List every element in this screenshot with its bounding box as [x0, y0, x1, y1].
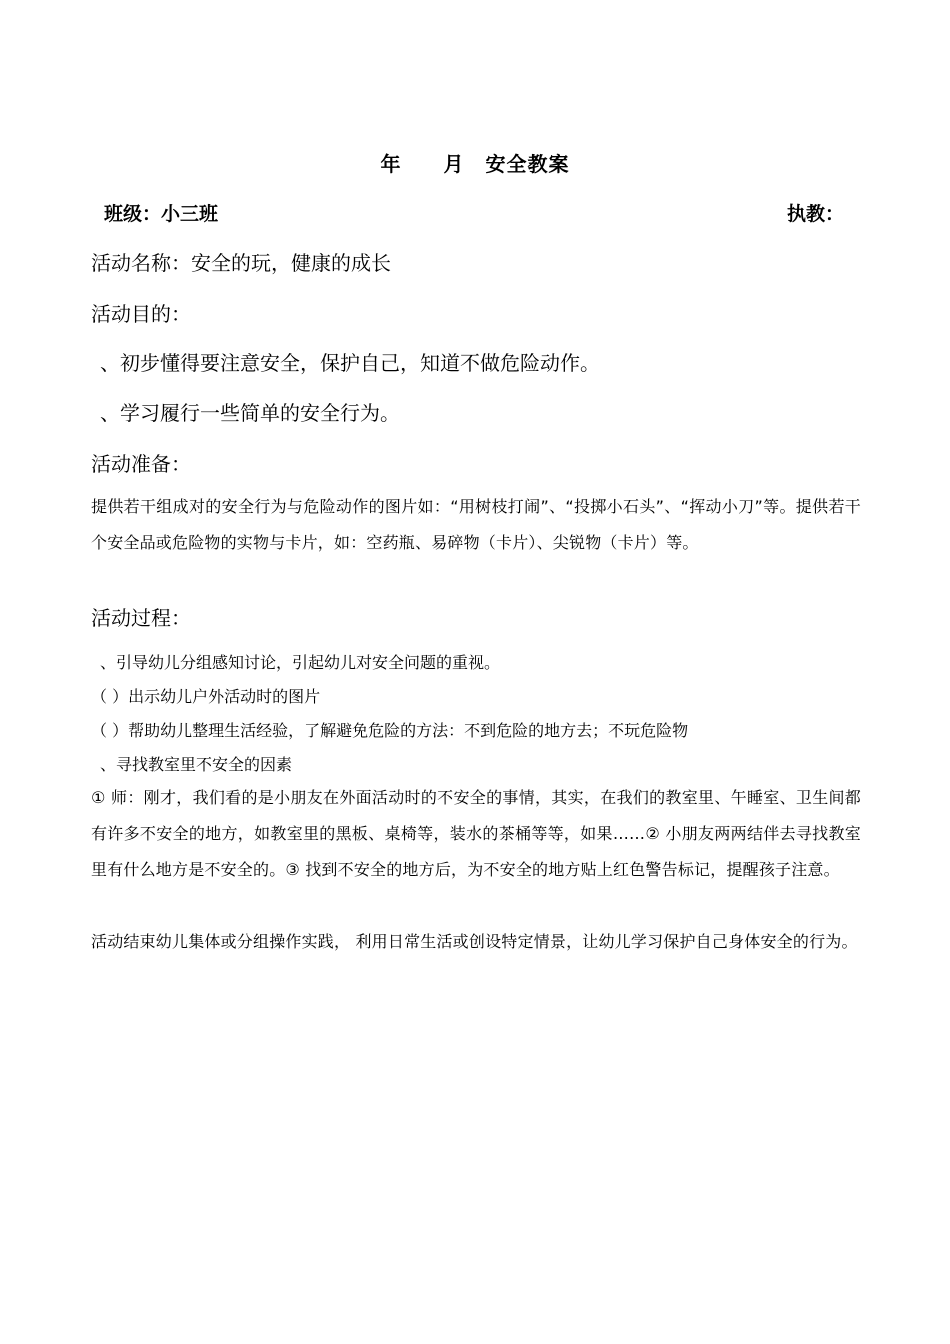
- goals-heading: 活动目的：: [91, 302, 191, 326]
- teacher-label: 执教：: [786, 203, 844, 225]
- closing-paragraph: 活动结束幼儿集体或分组操作实践， 利用日常生活或创设特定情景，让幼儿学习保护自己身体安全的行为。: [91, 932, 858, 951]
- goal-item: 、学习履行一些简单的安全行为。: [100, 401, 400, 425]
- process-paragraph: ① 师：刚才，我们看的是小朋友在外面活动时的不安全的事情，其实，在我们的教室里、午睡室、卫生间都有许多不安全的地方，如教室里的黑板、桌椅等，装水的茶桶等等，如果……② 小朋友两两结伴去寻找教室里有什么地方是不安全的。③ 找到不安全的地方后，为不安全的地方贴上红色警告标记，提醒孩子注意。: [91, 788, 861, 879]
- class-info-row: [104, 199, 844, 226]
- page-title: 年 月 安全教案: [380, 152, 570, 176]
- prep-text: 提供若干组成对的安全行为与危险动作的图片如：“用树枝打闹”、“投掷小石头”、“挥动小刀”等。提供若干个安全品或危险物的实物与卡片，如：空药瓶、易碎物（卡片）、尖锐物（卡片）等。: [91, 497, 861, 552]
- process-line: （ ）出示幼儿户外活动时的图片: [91, 687, 321, 706]
- prep-heading: 活动准备：: [91, 452, 191, 476]
- class-label: 班级：小三班: [104, 203, 219, 225]
- goal-item: 、初步懂得要注意安全，保护自己，知道不做危险动作。: [100, 351, 600, 375]
- process-heading: 活动过程：: [91, 606, 191, 630]
- process-line: 、寻找教室里不安全的因素: [100, 755, 293, 774]
- activity-name: 活动名称：安全的玩，健康的成长: [91, 251, 391, 275]
- process-line: 、引导幼儿分组感知讨论，引起幼儿对安全问题的重视。: [100, 653, 501, 672]
- process-line: （ ）帮助幼儿整理生活经验，了解避免危险的方法：不到危险的地方去；不玩危险物: [91, 721, 689, 740]
